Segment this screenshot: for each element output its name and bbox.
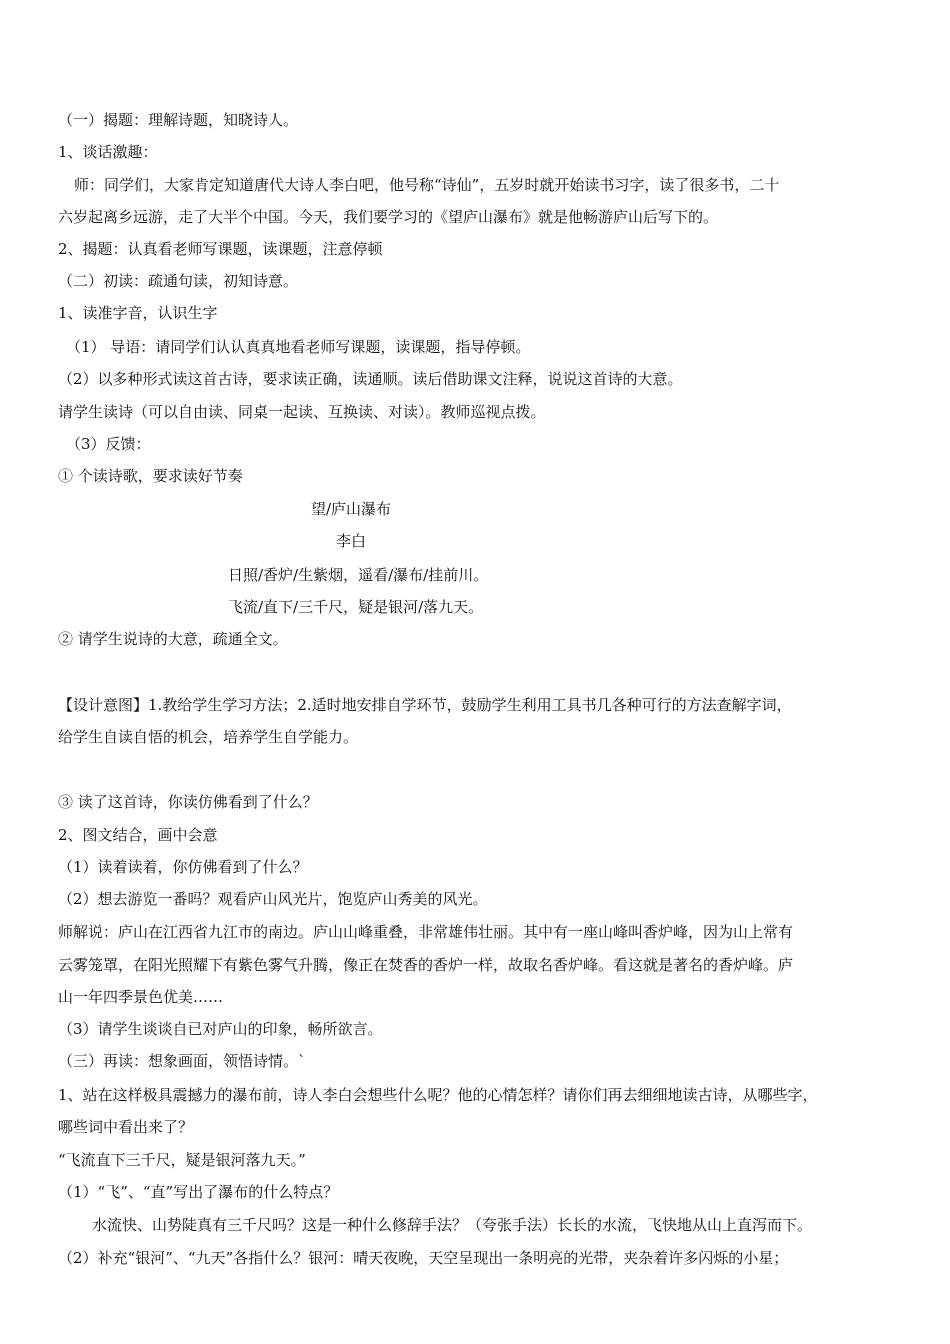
paragraph-line: 师解说：庐山在江西省九江市的南边。庐山山峰重叠，非常雄伟壮丽。其中有一座山峰叫香炉峰，因为山上常有: [58, 923, 794, 941]
section-heading-2: （二）初读：疏通句读，初知诗意。: [58, 272, 299, 290]
design-intent-line: 给学生自读自悟的机会，培养学生自学能力。: [58, 728, 359, 746]
section-heading-3: （三）再读：想象画面，领悟诗情。`: [58, 1052, 306, 1070]
sub-step: （3）反馈：: [66, 435, 151, 453]
paragraph-line: 师：同学们，大家肯定知道唐代大诗人李白吧，他号称“诗仙”，五岁时就开始读书习字，读了很多书，二十: [74, 176, 780, 194]
step-heading: 2、图文结合，画中会意: [58, 826, 218, 844]
step-heading: 1、谈话激趣：: [58, 143, 158, 161]
section-heading-1: （一）揭题：理解诗题，知晓诗人。: [58, 111, 299, 129]
sub-step: （2）想去游览一番吗？观看庐山风光片，饱览庐山秀美的风光。: [58, 890, 488, 908]
poem-author: 李白: [336, 532, 367, 550]
paragraph-line: 云雾笼罩，在阳光照耀下有紫色雾气升腾，像正在焚香的香炉一样，故取名香炉峰。看这就是著名的香炉峰。庐: [58, 956, 794, 974]
step-heading: 1、读准字音，认识生字: [58, 304, 218, 322]
paragraph-line: 1、站在这样极具震撼力的瀑布前，诗人李白会想些什么呢？他的心情怎样？请你们再去细细地读古诗，从哪些字，: [58, 1086, 818, 1104]
paragraph-line: 山一年四季景色优美……: [58, 988, 224, 1006]
paragraph-line: 水流快、山势陡真有三千尺吗？这是一种什么修辞手法？（夸张手法）长长的水流，飞快地从山上直泻而下。: [92, 1216, 813, 1234]
sub-step: （2）补充“银河”、“九天”各指什么？银河：晴天夜晚，天空呈现出一条明亮的光带，夹杂着许多闪烁的小星；: [58, 1249, 789, 1267]
numbered-item: ② 请学生说诗的大意，疏通全文。: [58, 630, 288, 648]
quote-line: “飞流直下三千尺，疑是银河落九天。”: [58, 1151, 306, 1169]
numbered-item: ① 个读诗歌，要求读好节奏: [58, 467, 243, 485]
poem-title: 望/庐山瀑布: [311, 500, 392, 518]
sub-step: （2）以多种形式读这首古诗，要求读正确，读通顺。读后借助课文注释，说说这首诗的大意。: [58, 370, 683, 388]
sub-step: （1）“飞”、“直”写出了瀑布的什么特点？: [58, 1183, 339, 1201]
step-heading: 2、揭题：认真看老师写课题，读课题，注意停顿: [58, 240, 383, 258]
sub-step: （1） 导语：请同学们认认真真地看老师写课题，读课题，指导停顿。: [66, 338, 531, 356]
numbered-item: ③ 读了这首诗，你读仿佛看到了什么？: [58, 793, 318, 811]
sub-step: （3）请学生谈谈自已对庐山的印象，畅所欲言。: [58, 1020, 383, 1038]
poem-line: 日照/香炉/生紫烟，遥看/瀑布/挂前川。: [228, 566, 489, 584]
poem-line: 飞流/直下/三千尺，疑是银河/落九天。: [228, 598, 484, 616]
paragraph-line: 请学生读诗（可以自由读、同桌一起读、互换读、对读）。教师巡视点拨。: [58, 403, 546, 421]
paragraph-line: 哪些词中看出来了？: [58, 1118, 194, 1136]
sub-step: （1）读着读着，你仿佛看到了什么？: [58, 858, 308, 876]
paragraph-line: 六岁起离乡远游，走了大半个中国。今天，我们要学习的《望庐山瀑布》就是他畅游庐山后写下的。: [58, 208, 719, 226]
design-intent-line: 【设计意图】1.教给学生学习方法；2.适时地安排自学环节，鼓励学生利用工具书几各种可行的方法查解字词，: [58, 696, 792, 714]
